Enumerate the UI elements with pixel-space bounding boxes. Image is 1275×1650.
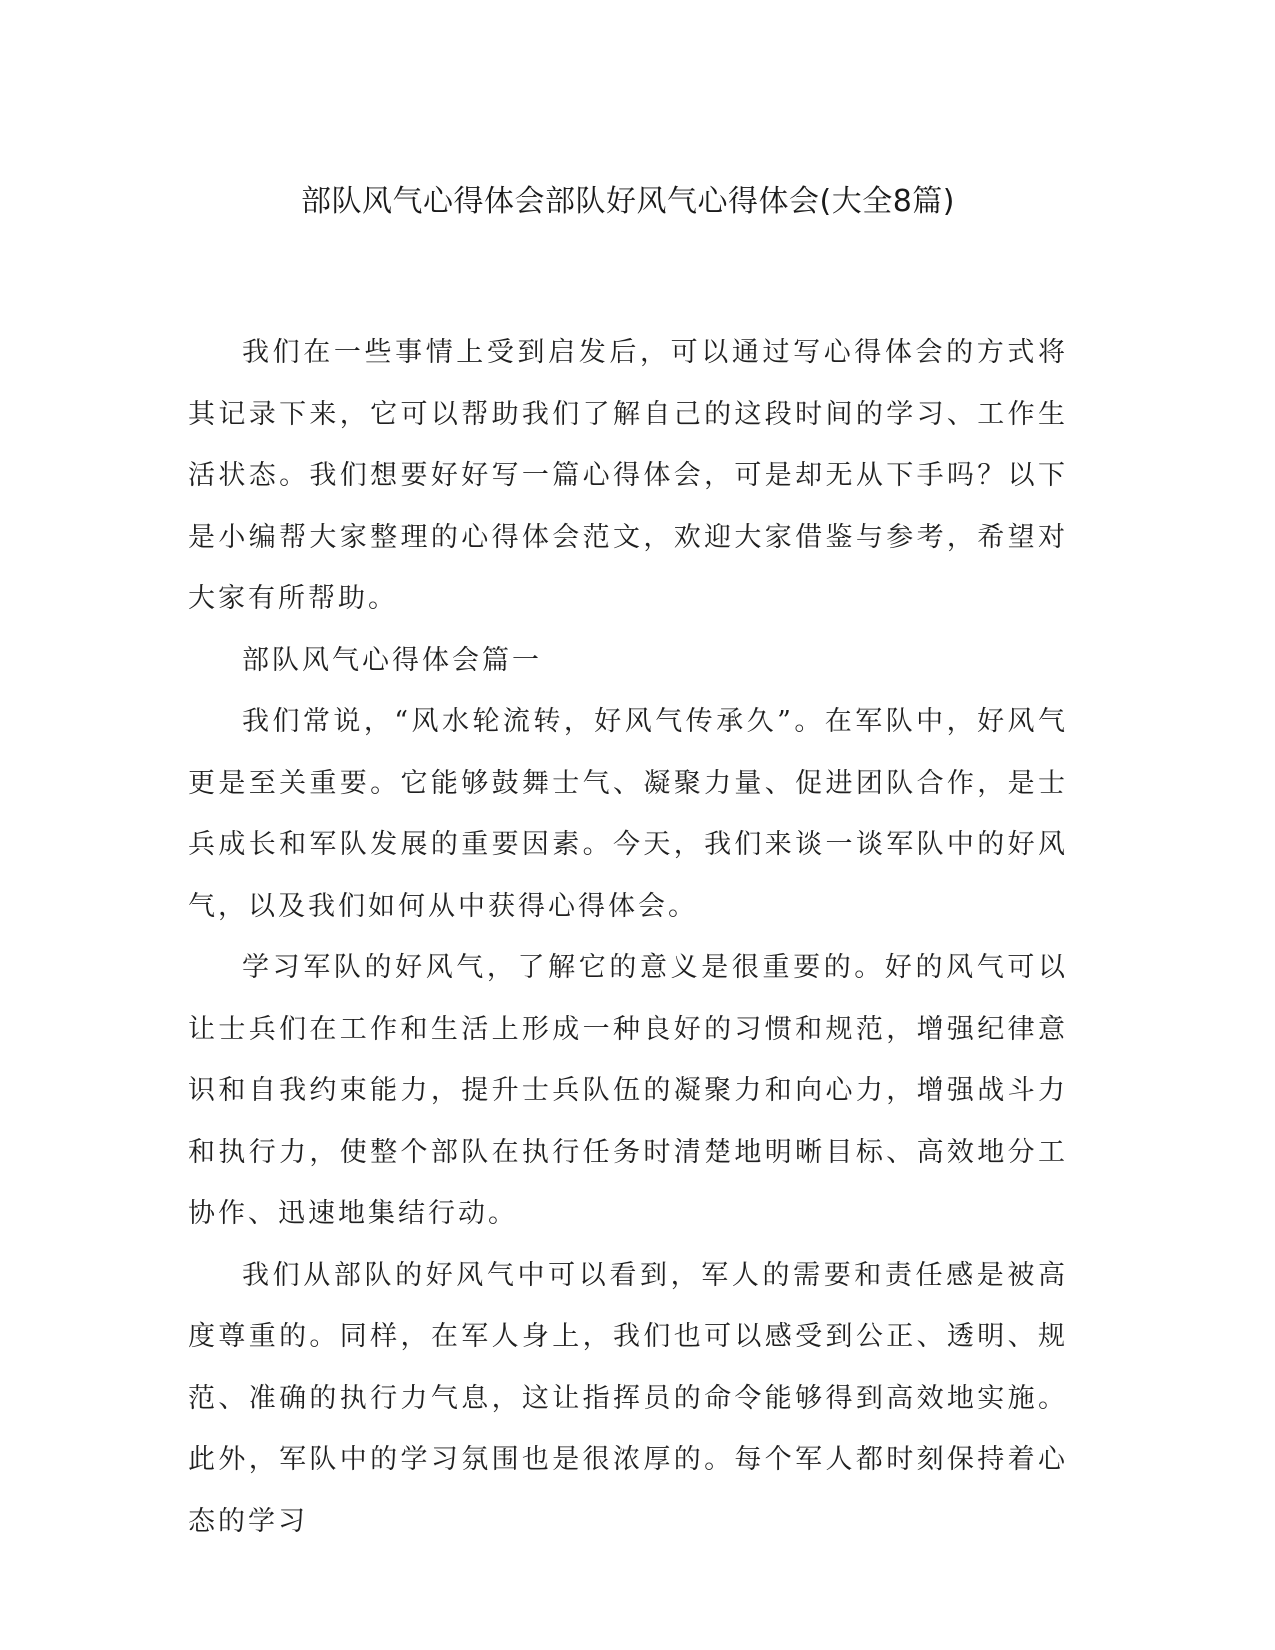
- document-title: 部队风气心得体会部队好风气心得体会(大全8篇): [301, 184, 955, 219]
- body-paragraph-3: 我们从部队的好风气中可以看到，军人的需要和责任感是被高度尊重的。同样，在军人身上，我们也可以感受到公正、透明、规范、准确的执行力气息，这让指挥员的命令能够得到高效地实施。此外，军队中的学习氛围也是很浓厚的。每个军人都时刻保持着心态的学习: [188, 1259, 1068, 1537]
- body-paragraph-1: 我们常说，“风水轮流转，好风气传承久”。在军队中，好风气更是至关重要。它能够鼓舞士气、凝聚力量、促进团队合作，是士兵成长和军队发展的重要因素。今天，我们来谈一谈军队中的好风气，以及我们如何从中获得心得体会。: [188, 706, 1068, 922]
- intro-paragraph: 我们在一些事情上受到启发后，可以通过写心得体会的方式将其记录下来，它可以帮助我们了解自己的这段时间的学习、工作生活状态。我们想要好好写一篇心得体会，可是却无从下手吗？以下是小编帮大家整理的心得体会范文，欢迎大家借鉴与参考，希望对大家有所帮助。: [188, 337, 1068, 614]
- body-paragraph-2: 学习军队的好风气，了解它的意义是很重要的。好的风气可以让士兵们在工作和生活上形成一种良好的习惯和规范，增强纪律意识和自我约束能力，提升士兵队伍的凝聚力和向心力，增强战斗力和执行力，使整个部队在执行任务时清楚地明晰目标、高效地分工协作、迅速地集结行动。: [188, 952, 1068, 1229]
- section-heading: 部队风气心得体会篇一: [242, 644, 542, 676]
- document-body: [188, 322, 1068, 1552]
